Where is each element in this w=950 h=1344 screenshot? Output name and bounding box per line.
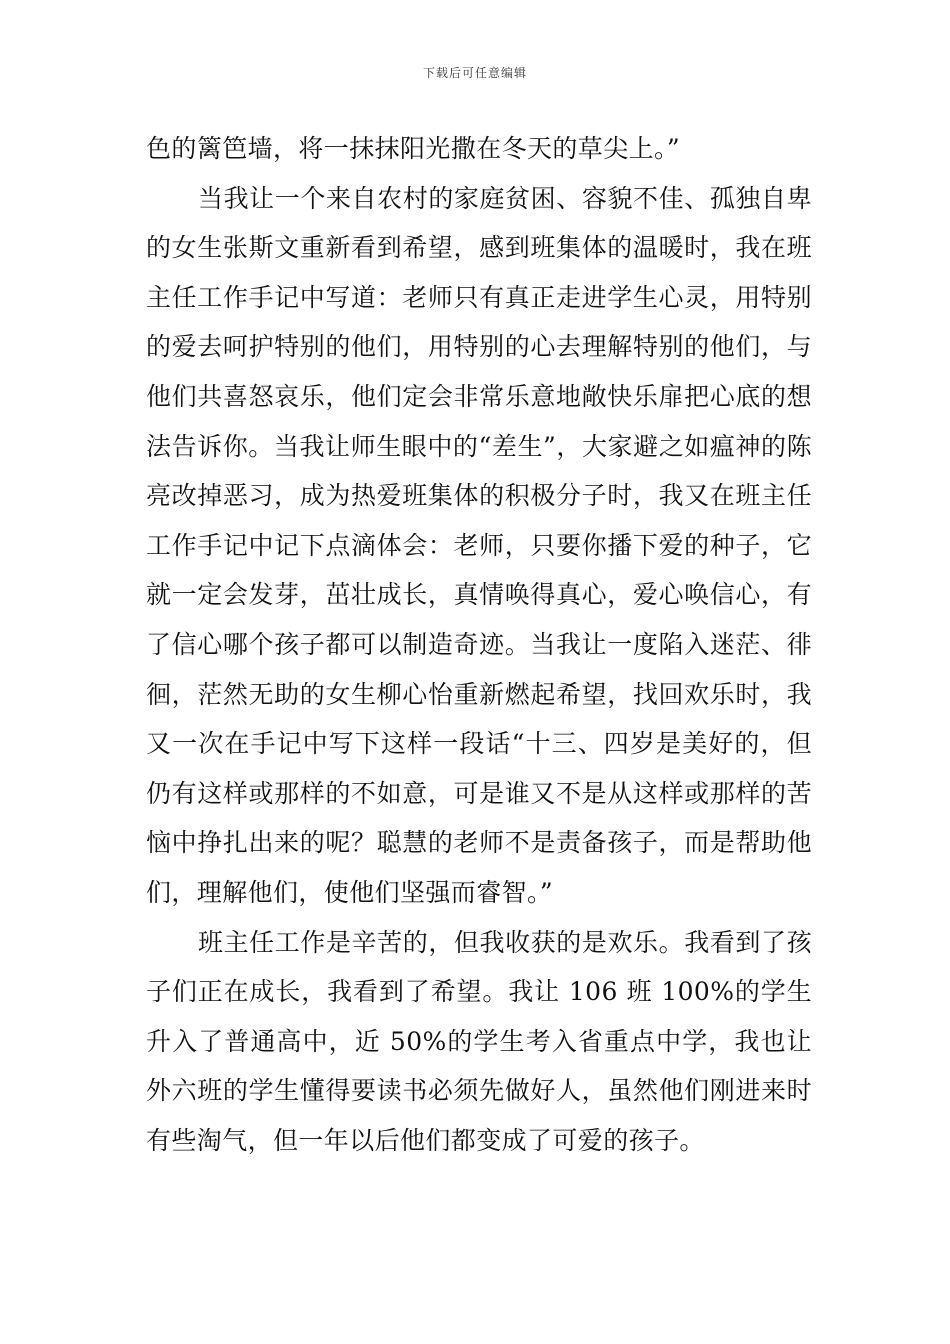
page-header: 下载后可任意编辑 <box>422 66 527 80</box>
document-body <box>146 124 812 1165</box>
paragraph-teacher-notes: 当我让一个来自农村的家庭贫困、容貌不佳、孤独自卑的女生张斯文重新看到希望，感到班集体的温暖时，我在班主任工作手记中写道：老师只有真正走进学生心灵，用特别的爱去呵护特别的他们，用特别的心去理解特别的他们，与他们共喜怒哀乐，他们定会非常乐意地敞快乐扉把心底的想法告诉你。当我让师生眼中的“差生”，大家避之如瘟神的陈亮改掉恶习，成为热爱班集体的积极分子时，我又在班主任工作手记中记下点滴体会：老师，只要你播下爱的种子，它就一定会发芽，茁壮成长，真情唤得真心，爱心唤信心，有了信心哪个孩子都可以制造奇迹。当我让一度陷入迷茫、徘徊，茫然无助的女生柳心怡重新燃起希望，找回欢乐时，我又一次在手记中写下这样一段话“十三、四岁是美好的，但仍有这样或那样的不如意，可是谁又不是从这样或那样的苦恼中挣扎出来的呢？聪慧的老师不是责备孩子，而是帮助他们，理解他们，使他们坚强而睿智。” <box>146 183 812 907</box>
paragraph-continuation: 色的篱笆墙，将一抹抹阳光撒在冬天的草尖上。” <box>146 134 681 163</box>
paragraph-harvest: 班主任工作是辛苦的，但我收获的是欢乐。我看到了孩子们正在成长，我看到了希望。我让 106 班 100%的学生升入了普通高中，近 50%的学生考入省重点中学，我也让外六班的学生懂得要读书必须先做好人，虽然他们刚进来时有些淘气，但一年以后他们都变成了可爱的孩子。 <box>146 927 812 1155</box>
